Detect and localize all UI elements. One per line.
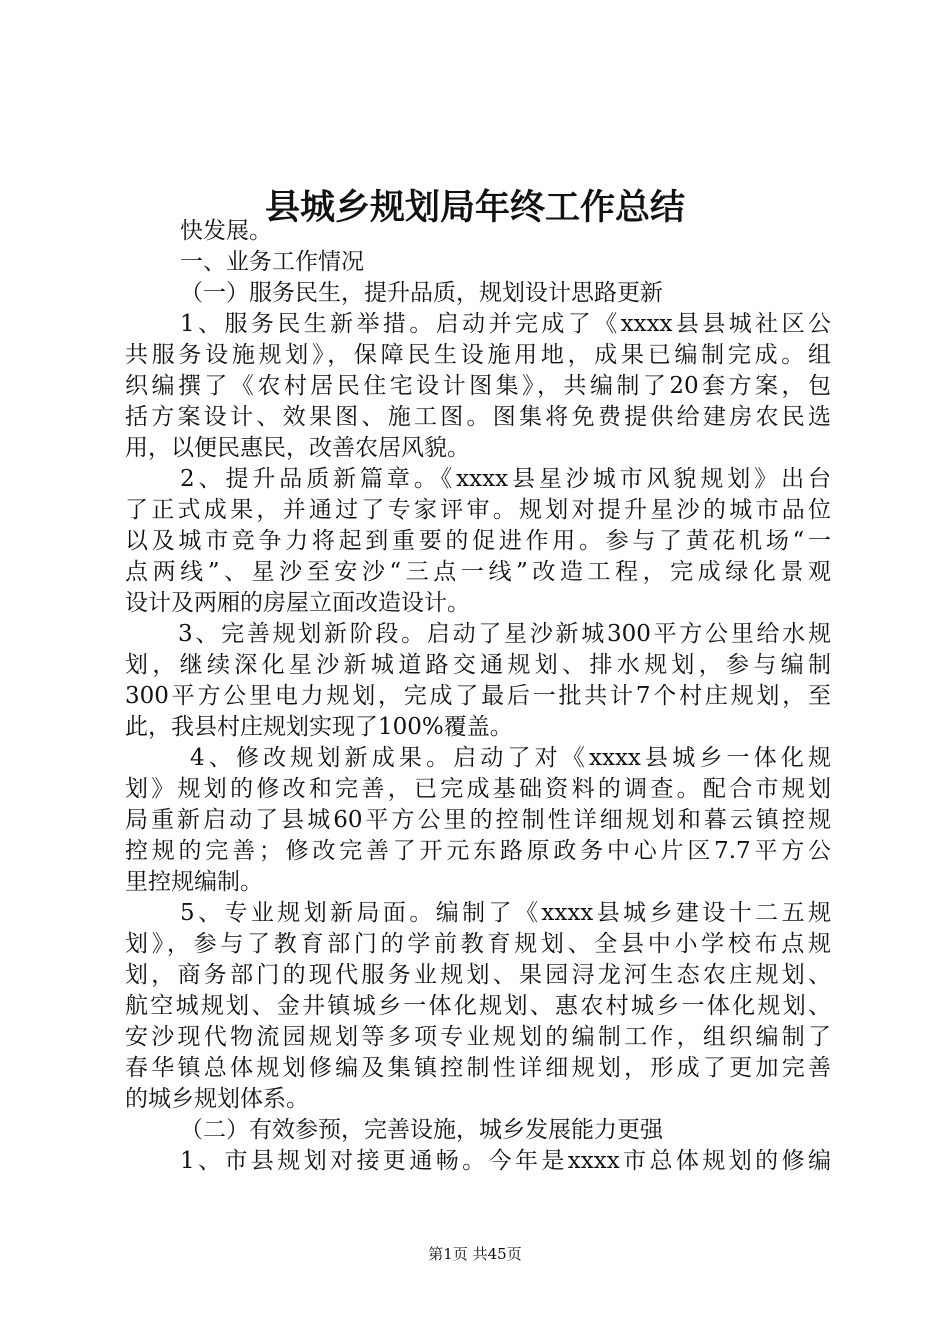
text-line: 2、提升品质新篇章。《xxxx县星沙城市风貌规划》出台: [180, 466, 831, 492]
text-line: 3、完善规划新阶段。启动了星沙新城300平方公里给水规: [178, 621, 831, 647]
text-line: 里控规编制。: [125, 869, 263, 895]
text-line: 快发展。: [180, 218, 272, 244]
text-line: 点两线”、星沙至安沙“三点一线”改造工程，完成绿化景观: [125, 559, 831, 585]
document-body: [125, 216, 831, 1177]
text-line: 设计及两厢的房屋立面改造设计。: [125, 590, 470, 616]
text-line: 300平方公里电力规划，完成了最后一批共计7个村庄规划，至: [125, 683, 831, 709]
text-line: 一、业务工作情况: [180, 249, 364, 275]
text-line: 1、服务民生新举措。启动并完成了《xxxx县县城社区公: [180, 311, 831, 337]
text-line: 控规的完善；修改完善了开元东路原政务中心片区7.7平方公: [125, 838, 831, 864]
text-line: 局重新启动了县城60平方公里的控制性详细规划和暮云镇控规: [125, 807, 831, 833]
text-line: 1、市县规划对接更通畅。今年是xxxx市总体规划的修编: [180, 1148, 831, 1174]
text-line: 划，商务部门的现代服务业规划、果园浔龙河生态农庄规划、: [125, 962, 831, 988]
document-title: 县城乡规划局年终工作总结: [264, 188, 685, 228]
text-line: 的城乡规划体系。: [125, 1086, 309, 1112]
text-line: 划，继续深化星沙新城道路交通规划、排水规划，参与编制: [125, 652, 831, 678]
text-line: 共服务设施规划》，保障民生设施用地，成果已编制完成。组: [125, 342, 831, 368]
page-number-footer: 第1页 共45页: [428, 1245, 522, 1263]
text-line: 春华镇总体规划修编及集镇控制性详细规划，形成了更加完善: [125, 1055, 831, 1081]
text-line: 4、修改规划新成果。启动了对《xxxx县城乡一体化规: [190, 745, 831, 771]
text-line: 织编撰了《农村居民住宅设计图集》，共编制了20套方案，包: [125, 373, 831, 399]
text-line: 5、专业规划新局面。编制了《xxxx县城乡建设十二五规: [180, 900, 831, 926]
text-line: 了正式成果，并通过了专家评审。规划对提升星沙的城市品位: [125, 497, 831, 523]
text-line: 划》规划的修改和完善，已完成基础资料的调查。配合市规划: [125, 776, 831, 802]
text-line: （一）服务民生，提升品质，规划设计思路更新: [180, 280, 663, 306]
text-line: 航空城规划、金井镇城乡一体化规划、惠农村城乡一体化规划、: [125, 993, 831, 1019]
text-line: 括方案设计、效果图、施工图。图集将免费提供给建房农民选: [125, 404, 831, 430]
text-line: 用，以便民惠民，改善农居风貌。: [125, 435, 470, 461]
text-line: 划》，参与了教育部门的学前教育规划、全县中小学校布点规: [125, 931, 831, 957]
text-line: 此，我县村庄规划实现了100%覆盖。: [125, 714, 513, 740]
text-line: （二）有效参预，完善设施，城乡发展能力更强: [180, 1117, 663, 1143]
text-line: 安沙现代物流园规划等多项专业规划的编制工作，组织编制了: [125, 1024, 831, 1050]
text-line: 以及城市竞争力将起到重要的促进作用。参与了黄花机场“一: [125, 528, 831, 554]
